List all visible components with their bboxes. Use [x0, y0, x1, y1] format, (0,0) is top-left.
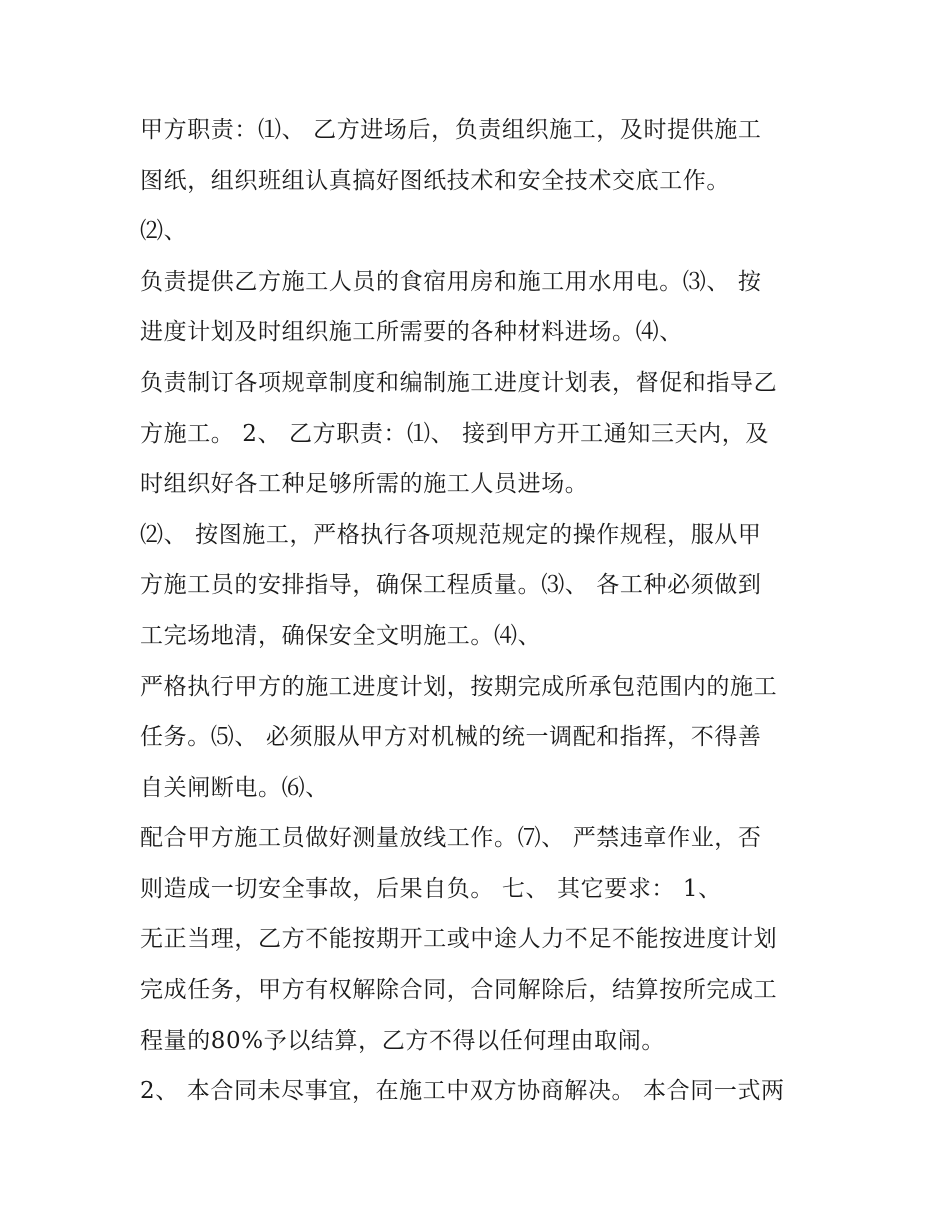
text-line: 完成任务，甲方有权解除合同，合同解除后，结算按所完成工 — [140, 977, 778, 1003]
text-line: 工完场地清，确保安全文明施工。⑷、 — [140, 623, 542, 649]
text-line: 则造成一切安全事故，后果自负。 七、 其它要求： 1、 — [140, 876, 722, 902]
text-line: 任务。⑸、 必须服从甲方对机械的统一调配和指挥，不得善 — [140, 724, 762, 750]
text-line: 程量的80%予以结算，乙方不得以任何理由取闹。 — [140, 1028, 665, 1054]
text-line: 甲方职责：⑴、 乙方进场后，负责组织施工，及时提供施工 — [140, 117, 762, 143]
text-line: 负责提供乙方施工人员的食宿用房和施工用水用电。⑶、 按 — [140, 269, 762, 295]
text-line: 进度计划及时组织施工所需要的各种材料进场。⑷、 — [140, 319, 683, 345]
text-line: 自关闸断电。⑹、 — [140, 775, 329, 801]
text-line: 负责制订各项规章制度和编制施工进度计划表，督促和指导乙 — [140, 370, 778, 396]
text-line: 方施工。 2、 乙方职责：⑴、 接到甲方开工通知三天内，及 — [140, 421, 769, 447]
text-line: ⑵、 按图施工，严格执行各项规范规定的操作规程，服从甲 — [140, 522, 762, 548]
text-line: 严格执行甲方的施工进度计划，按期完成所承包范围内的施工 — [140, 674, 778, 700]
text-line: 无正当理，乙方不能按期开工或中途人力不足不能按进度计划 — [140, 926, 778, 952]
text-line: 方施工员的安排指导，确保工程质量。⑶、 各工种必须做到 — [140, 572, 762, 598]
text-line: 2、 本合同未尽事宜，在施工中双方协商解决。 本合同一式两 — [140, 1078, 785, 1104]
text-line: ⑵、 — [140, 218, 188, 244]
text-line: 时组织好各工种足够所需的施工人员进场。 — [140, 471, 589, 497]
text-line: 配合甲方施工员做好测量放线工作。⑺、 严禁违章作业，否 — [140, 825, 762, 851]
text-line: 图纸，组织班组认真搞好图纸技术和安全技术交底工作。 — [140, 168, 730, 194]
